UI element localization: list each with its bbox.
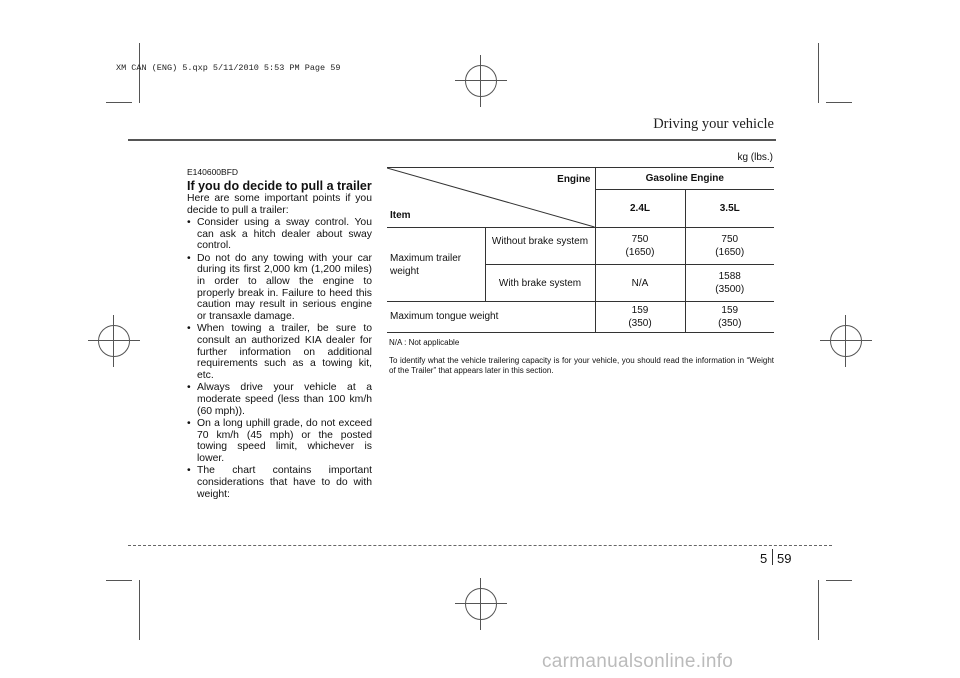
with-brake-label: With brake system bbox=[485, 265, 595, 302]
corner-item-label: Item bbox=[390, 210, 411, 221]
trailer-weight-table bbox=[387, 167, 774, 333]
section-code: E140600BFD bbox=[187, 167, 239, 177]
cell-value: 750 bbox=[721, 234, 739, 245]
table-cell bbox=[685, 302, 774, 333]
crop-mark bbox=[106, 102, 132, 103]
page-title: Driving your vehicle bbox=[653, 116, 774, 132]
crop-mark bbox=[826, 102, 852, 103]
list-item: • Do not do any towing with your car during its first 2,000 km (1,200 miles) in order to allow the engine to properly break in. Failure to heed this caution may result in serious engine or transaxle damage. bbox=[187, 253, 372, 323]
bullet-list bbox=[187, 217, 372, 501]
registration-mark-icon bbox=[465, 65, 497, 97]
table-cell bbox=[595, 302, 685, 333]
corner-engine-label: Engine bbox=[557, 174, 591, 185]
cell-value: (350) bbox=[718, 318, 742, 329]
cell-value: (1650) bbox=[715, 247, 745, 258]
crop-mark bbox=[818, 580, 819, 640]
footer-rule bbox=[128, 545, 832, 546]
chapter-number: 5 bbox=[760, 551, 768, 566]
cell-value: (350) bbox=[628, 318, 652, 329]
list-item: • When towing a trailer, be sure to consult an authorized KIA dealer for further information on additional requirements such as a towing kit, etc. bbox=[187, 323, 372, 382]
page-number-separator bbox=[772, 549, 773, 565]
cell-value: 1588 bbox=[718, 271, 741, 282]
max-tongue-weight-label: Maximum tongue weight bbox=[387, 302, 595, 333]
print-slug: XM CAN (ENG) 5.qxp 5/11/2010 5:53 PM Page 59 bbox=[116, 63, 341, 73]
watermark: carmanualsonline.info bbox=[542, 651, 734, 672]
crop-mark bbox=[818, 43, 819, 103]
cell-value: 159 bbox=[631, 305, 649, 316]
cell-value: 159 bbox=[721, 305, 739, 316]
table-cell bbox=[685, 228, 774, 265]
capacity-note: To identify what the vehicle trailering capacity is for your vehicle, you should read the information in “Weight of the Trailer” that appears later in this section. bbox=[389, 356, 774, 375]
without-brake-label: Without brake system bbox=[485, 228, 595, 265]
list-item: • The chart contains important considerations that have to do with weight: bbox=[187, 465, 372, 500]
cell-value: 750 bbox=[631, 234, 649, 245]
registration-mark-icon bbox=[98, 325, 130, 357]
crop-mark bbox=[826, 580, 852, 581]
crop-mark bbox=[139, 43, 140, 103]
intro-paragraph: Here are some important points if you decide to pull a trailer: bbox=[187, 193, 372, 216]
section-heading: If you do decide to pull a trailer bbox=[187, 179, 372, 193]
table-corner-cell bbox=[387, 168, 595, 228]
crop-mark bbox=[106, 580, 132, 581]
table-cell bbox=[685, 265, 774, 302]
cell-value: (3500) bbox=[715, 284, 745, 295]
registration-mark-icon bbox=[465, 588, 497, 620]
col-header-2-4l: 2.4L bbox=[595, 190, 685, 228]
list-item: • Always drive your vehicle at a moderate speed (less than 100 km/h (60 mph)). bbox=[187, 382, 372, 417]
gasoline-engine-header: Gasoline Engine bbox=[595, 168, 774, 190]
crop-mark bbox=[139, 580, 140, 640]
cell-value: (1650) bbox=[625, 247, 655, 258]
na-note: N/A : Not applicable bbox=[389, 338, 460, 347]
list-item: • Consider using a sway control. You can ask a hitch dealer about sway control. bbox=[187, 217, 372, 252]
page-number: 59 bbox=[777, 551, 792, 566]
cell-value: N/A bbox=[595, 265, 685, 302]
table-cell bbox=[595, 228, 685, 265]
unit-label: kg (lbs.) bbox=[737, 152, 773, 163]
header-rule bbox=[128, 139, 776, 141]
list-item: • On a long uphill grade, do not exceed 70 km/h (45 mph) or the posted towing speed limit, whichever is lower. bbox=[187, 418, 372, 465]
col-header-3-5l: 3.5L bbox=[685, 190, 774, 228]
registration-mark-icon bbox=[830, 325, 862, 357]
max-trailer-weight-label: Maximum trailer weight bbox=[387, 228, 485, 302]
